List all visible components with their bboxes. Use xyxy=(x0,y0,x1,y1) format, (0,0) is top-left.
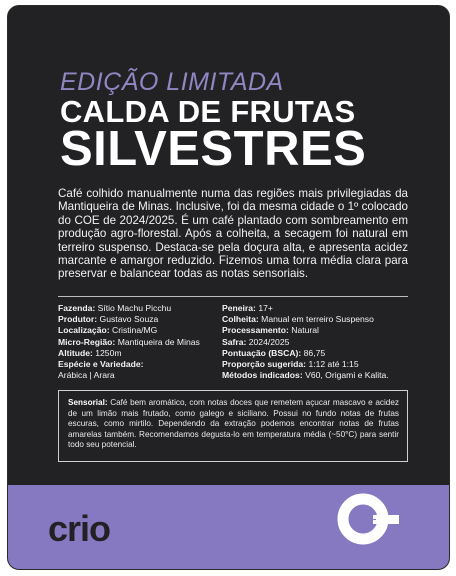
detail-row-sieve xyxy=(222,303,412,314)
detail-value: Natural xyxy=(291,325,319,336)
detail-row-processing xyxy=(222,325,412,336)
sensory-label: Sensorial: xyxy=(68,398,108,407)
details-right-column xyxy=(222,303,412,381)
detail-value: 17+ xyxy=(258,303,273,313)
detail-row-producer xyxy=(58,314,228,325)
crio-wordmark: crio xyxy=(48,513,111,545)
detail-key: Pontuação (BSCA): xyxy=(222,347,302,358)
detail-key: Colheita: xyxy=(222,314,259,325)
detail-key: Fazenda: xyxy=(58,303,96,313)
detail-value: Arábica | Arara xyxy=(58,370,115,381)
sensory-text: Café bem aromático, com notas doces que remetem açucar mascavo e acidez de um limão mais frutado, como galego e siciliano. Possui no fundo notas de frutas escuras, como mirtilo. Dependendo da extração podemos encontrar notas de frutas amarelas também. Recomendamos degusta-lo em temperatura média (~50°C) para sentir todo seu potencial. xyxy=(68,398,399,450)
detail-value: 1250m xyxy=(95,347,122,358)
product-title-line2: SILVESTRES xyxy=(60,122,367,176)
details-left-column xyxy=(58,303,228,381)
detail-row-species-value xyxy=(58,370,228,381)
detail-key: Produtor: xyxy=(58,314,98,325)
detail-key: Peneira: xyxy=(222,303,256,313)
detail-row-harvest xyxy=(222,314,412,325)
sensory-notes-box xyxy=(58,390,408,462)
detail-value: 2024/2025 xyxy=(248,336,290,347)
detail-value: 86,75 xyxy=(303,347,326,358)
crio-symbol-icon xyxy=(333,486,399,552)
product-title-line1: CALDA DE FRUTAS xyxy=(60,94,356,129)
detail-row-species-label xyxy=(58,359,228,370)
detail-value: 1:12 até 1:15 xyxy=(308,359,359,370)
detail-value: Gustavo Souza xyxy=(99,314,159,325)
detail-row-altitude xyxy=(58,348,228,359)
detail-key: Localização: xyxy=(58,325,110,336)
detail-row-ratio xyxy=(222,359,412,370)
detail-value: Sítio Machu Picchu xyxy=(97,303,172,313)
detail-value: V60, Origami e Kalita. xyxy=(305,370,389,381)
detail-value: Manual em terreiro Suspenso xyxy=(261,314,374,325)
divider xyxy=(58,296,408,297)
detail-row-location xyxy=(58,325,228,336)
detail-value: Cristina/MG xyxy=(111,325,158,336)
edition-label: EDIÇÃO LIMITADA xyxy=(60,68,284,96)
detail-row-score xyxy=(222,348,412,359)
detail-key: Micro-Região: xyxy=(58,336,116,347)
detail-row-farm xyxy=(58,303,228,314)
detail-key: Proporção sugerida: xyxy=(222,359,307,370)
detail-row-micro-region xyxy=(58,337,228,348)
detail-key: Altitude: xyxy=(58,347,93,358)
detail-key: Métodos indicados: xyxy=(222,370,303,381)
detail-row-crop xyxy=(222,337,412,348)
detail-key: Safra: xyxy=(222,336,247,347)
detail-key: Processamento: xyxy=(222,325,289,336)
detail-key: Espécie e Variedade: xyxy=(58,359,144,370)
crio-logo xyxy=(48,513,160,545)
detail-row-methods xyxy=(222,370,412,381)
detail-value: Mantiqueira de Minas xyxy=(117,336,200,347)
product-description: Café colhido manualmente numa das regiões mais privilegiadas da Mantiqueira de Minas. Inclusive, foi da mesma cidade o 1º colocado do COE de 2024/2025. É um café plantado com sombreamento em produção agro-florestal. Após a colheita, a secagem foi natural em terreiro suspenso. Destaca-se pela doçura alta, e apresenta acidez marcante e amargor reduzido. Fizemos uma torra média clara para preservar e balancear todas as notas sensoriais. xyxy=(58,187,408,281)
